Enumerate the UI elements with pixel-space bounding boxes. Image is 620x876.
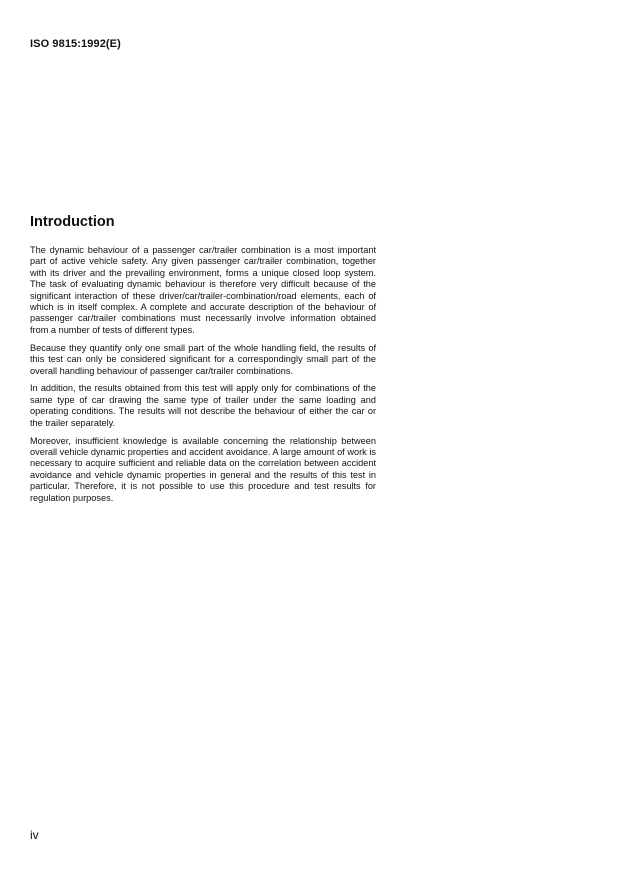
document-header: ISO 9815:1992(E) xyxy=(30,38,121,50)
paragraph: Moreover, insufficient knowledge is available concerning the relationship between overall vehicle dynamic properties and accident avoidance. A large amount of work is necessary to acquire sufficient and reliable data on the correlation between accident avoidance and vehicle dynamic properties in general and the results of this test in particular. Therefore, it is not possible to use this procedure and test results for regulation purposes. xyxy=(30,435,376,503)
page-number: iv xyxy=(30,828,39,842)
introduction-body xyxy=(30,245,376,511)
paragraph: Because they quantify only one small part of the whole handling field, the results of this test can only be considered significant for a correspondingly small part of the overall handling behaviour of passenger car/trailer combinations. xyxy=(30,342,376,376)
paragraph: The dynamic behaviour of a passenger car/trailer combination is a most important part of active vehicle safety. Any given passenger car/trailer combination, together with its driver and the prevailing environment, forms a unique closed loop system. The task of evaluating dynamic behaviour is therefore very difficult because of the significant interaction of these driver/car/trailer-combination/road elements, each of which is in itself complex. A complete and accurate description of the behaviour of passenger car/trailer combinations must necessarily involve information obtained from a number of tests of different types. xyxy=(30,245,376,335)
paragraph: In addition, the results obtained from this test will apply only for combinations of the same type of car drawing the same type of trailer under the same loading and operating conditions. The results will not describe the behaviour of either the car or the trailer separately. xyxy=(30,383,376,428)
section-title: Introduction xyxy=(30,214,115,230)
